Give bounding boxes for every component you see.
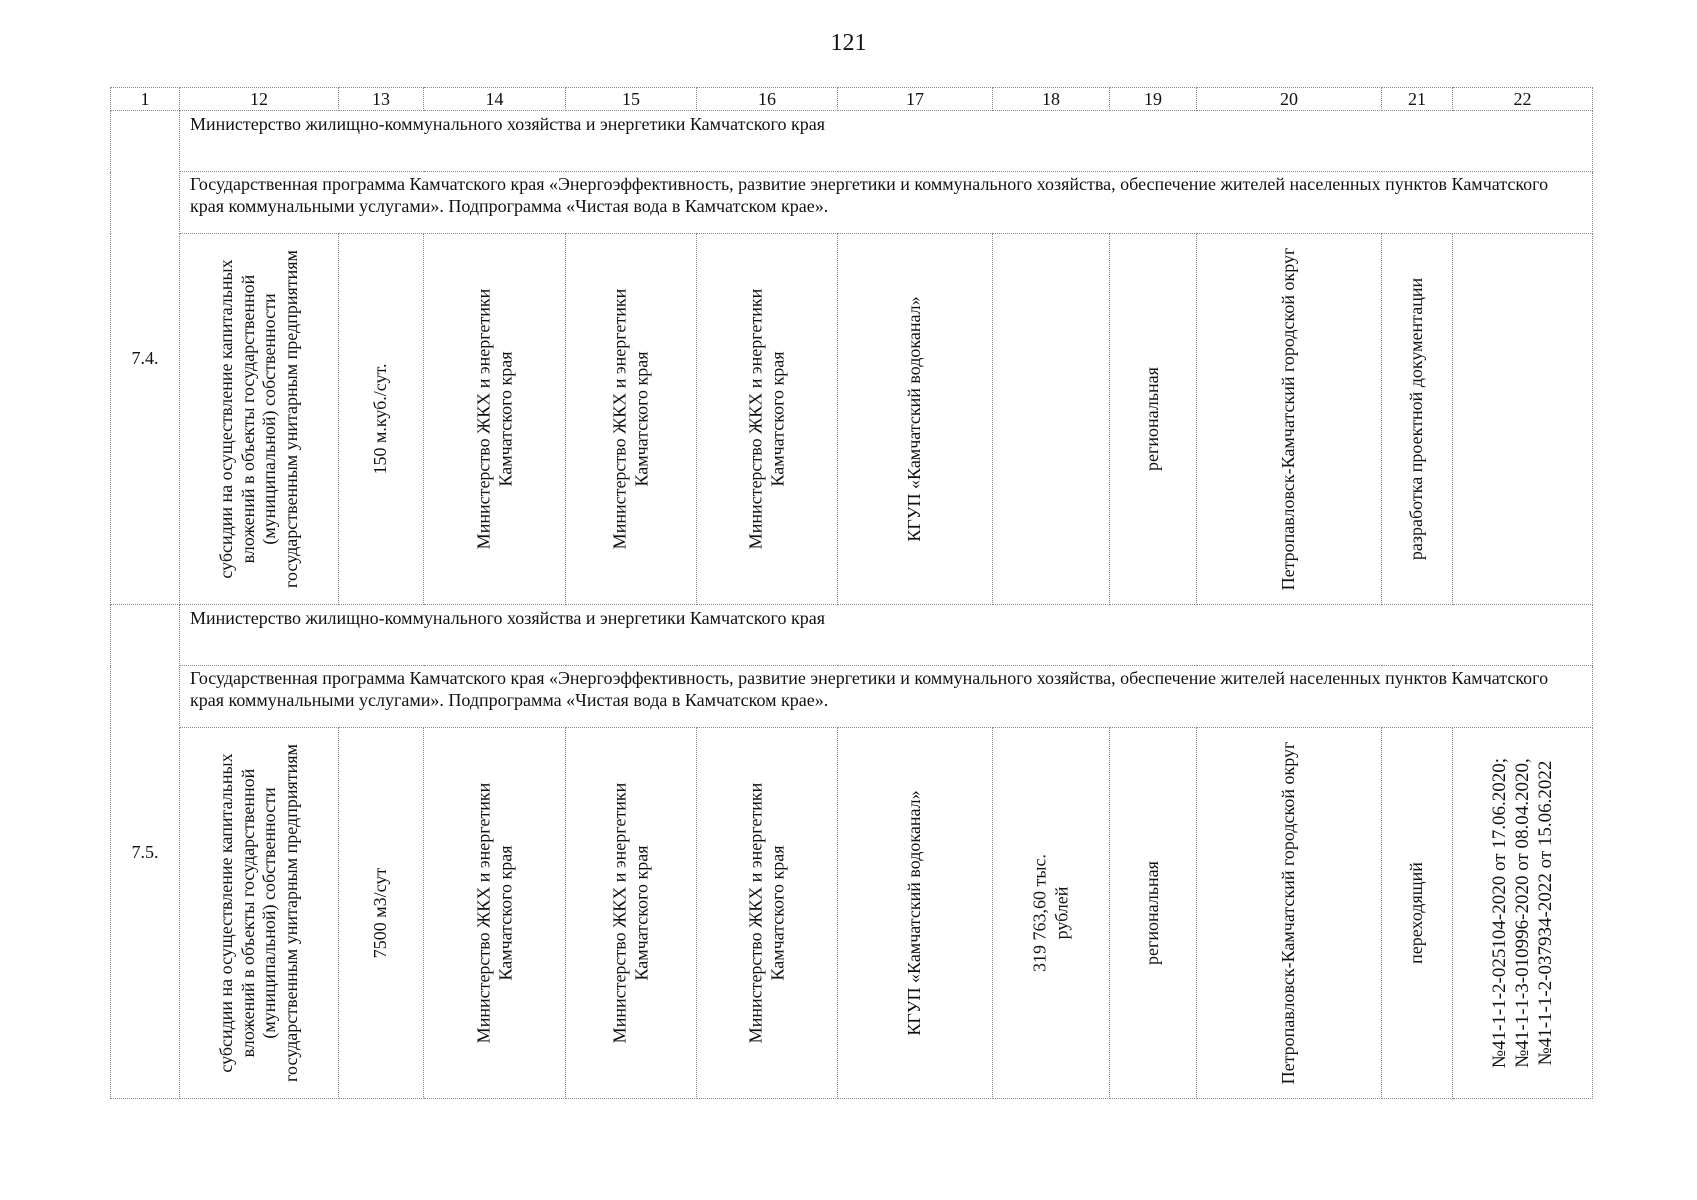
purpose-text: субсидии на осуществление капитальных вложений в объекты государственной (муниципальной) собственности государственным унитарным предприятиям: [215, 744, 301, 1082]
purpose-text: субсидии на осуществление капитальных вложений в объекты государственной (муниципальной) собственности государственным унитарным предприятиям: [215, 250, 301, 588]
program-row: [111, 666, 1593, 728]
cell-capacity: [339, 234, 424, 605]
cell-level: [1110, 728, 1197, 1099]
cell-stage: [1382, 234, 1453, 605]
page-number: 121: [830, 30, 867, 56]
cell-col15: [566, 728, 697, 1099]
col-header-20: 20: [1197, 88, 1382, 111]
cell-operator: [838, 728, 993, 1099]
cell-col14: [424, 728, 566, 1099]
cell-purpose: [180, 728, 339, 1099]
cell-col15: [566, 234, 697, 605]
row-number: 7.4.: [111, 111, 180, 605]
ministry-row: [111, 605, 1593, 666]
column-number-row: [111, 88, 1593, 111]
project-table: [110, 87, 1593, 1099]
data-row: [111, 234, 1593, 605]
program-row: [111, 172, 1593, 234]
cell-operator: [838, 234, 993, 605]
col-header-13: 13: [339, 88, 424, 111]
stage-text: разработка проектной документации: [1406, 277, 1427, 561]
operator-text: КГУП «Камчатский водоканал»: [904, 296, 925, 542]
ministry-row: [111, 111, 1593, 172]
cell-cost: [993, 728, 1110, 1099]
col-header-21: 21: [1382, 88, 1453, 111]
expertise-text: №41-1-1-2-025104-2020 от 17.06.2020; №41-1-1-3-010996-2020 от 08.04.2020, №41-1-1-2-037934-2022 от 15.06.2022: [1488, 757, 1555, 1069]
row-number: 7.5.: [111, 605, 180, 1099]
cell-level: [1110, 234, 1197, 605]
stage-text: переходящий: [1406, 862, 1427, 964]
cell-municipality: [1197, 728, 1382, 1099]
municipality-text: Петропавловск-Камчатский городской округ: [1278, 741, 1299, 1085]
data-row: [111, 728, 1593, 1099]
ministry-name: Министерство жилищно-коммунального хозяйства и энергетики Камчатского края: [180, 111, 1593, 172]
cell-col14: [424, 234, 566, 605]
col-header-22: 22: [1453, 88, 1593, 111]
capacity-text: 7500 м3/сут: [370, 867, 391, 959]
col-header-15: 15: [566, 88, 697, 111]
program-name: Государственная программа Камчатского края «Энергоэффективность, развитие энергетики и коммунального хозяйства, обеспечение жителей населенных пунктов Камчатского края коммунальными услугами». Подпрограмма «Чистая вода в Камчатском крае».: [180, 666, 1593, 728]
col15-text: Министерство ЖКХ и энергетики Камчатского края: [609, 782, 651, 1044]
col-header-19: 19: [1110, 88, 1197, 111]
col-header-12: 12: [180, 88, 339, 111]
col14-text: Министерство ЖКХ и энергетики Камчатского края: [472, 288, 515, 550]
col-header-17: 17: [838, 88, 993, 111]
capacity-text: 150 м.куб./сут.: [370, 363, 391, 475]
cell-purpose: [180, 234, 339, 605]
col-header-16: 16: [697, 88, 838, 111]
level-text: региональная: [1142, 861, 1163, 965]
cell-expertise: [1453, 728, 1593, 1099]
col16-text: Министерство ЖКХ и энергетики Камчатского края: [745, 288, 787, 550]
col16-text: Министерство ЖКХ и энергетики Камчатского края: [745, 782, 787, 1044]
col-header-1: 1: [111, 88, 180, 111]
program-name: Государственная программа Камчатского края «Энергоэффективность, развитие энергетики и коммунального хозяйства, обеспечение жителей населенных пунктов Камчатского края коммунальными услугами». Подпрограмма «Чистая вода в Камчатском крае».: [180, 172, 1593, 234]
operator-text: КГУП «Камчатский водоканал»: [904, 790, 925, 1036]
col-header-14: 14: [424, 88, 566, 111]
col15-text: Министерство ЖКХ и энергетики Камчатского края: [609, 288, 651, 550]
cell-col16: [697, 728, 838, 1099]
col14-text: Министерство ЖКХ и энергетики Камчатского края: [472, 782, 515, 1044]
municipality-text: Петропавловск-Камчатский городской округ: [1278, 247, 1299, 591]
cell-capacity: [339, 728, 424, 1099]
col-header-18: 18: [993, 88, 1110, 111]
cell-expertise: [1453, 234, 1593, 605]
level-text: региональная: [1142, 367, 1163, 471]
cell-municipality: [1197, 234, 1382, 605]
ministry-name: Министерство жилищно-коммунального хозяйства и энергетики Камчатского края: [180, 605, 1593, 666]
cell-cost: [993, 234, 1110, 605]
cell-stage: [1382, 728, 1453, 1099]
cost-text: 319 763,60 тыс. рублей: [1029, 854, 1071, 972]
cell-col16: [697, 234, 838, 605]
